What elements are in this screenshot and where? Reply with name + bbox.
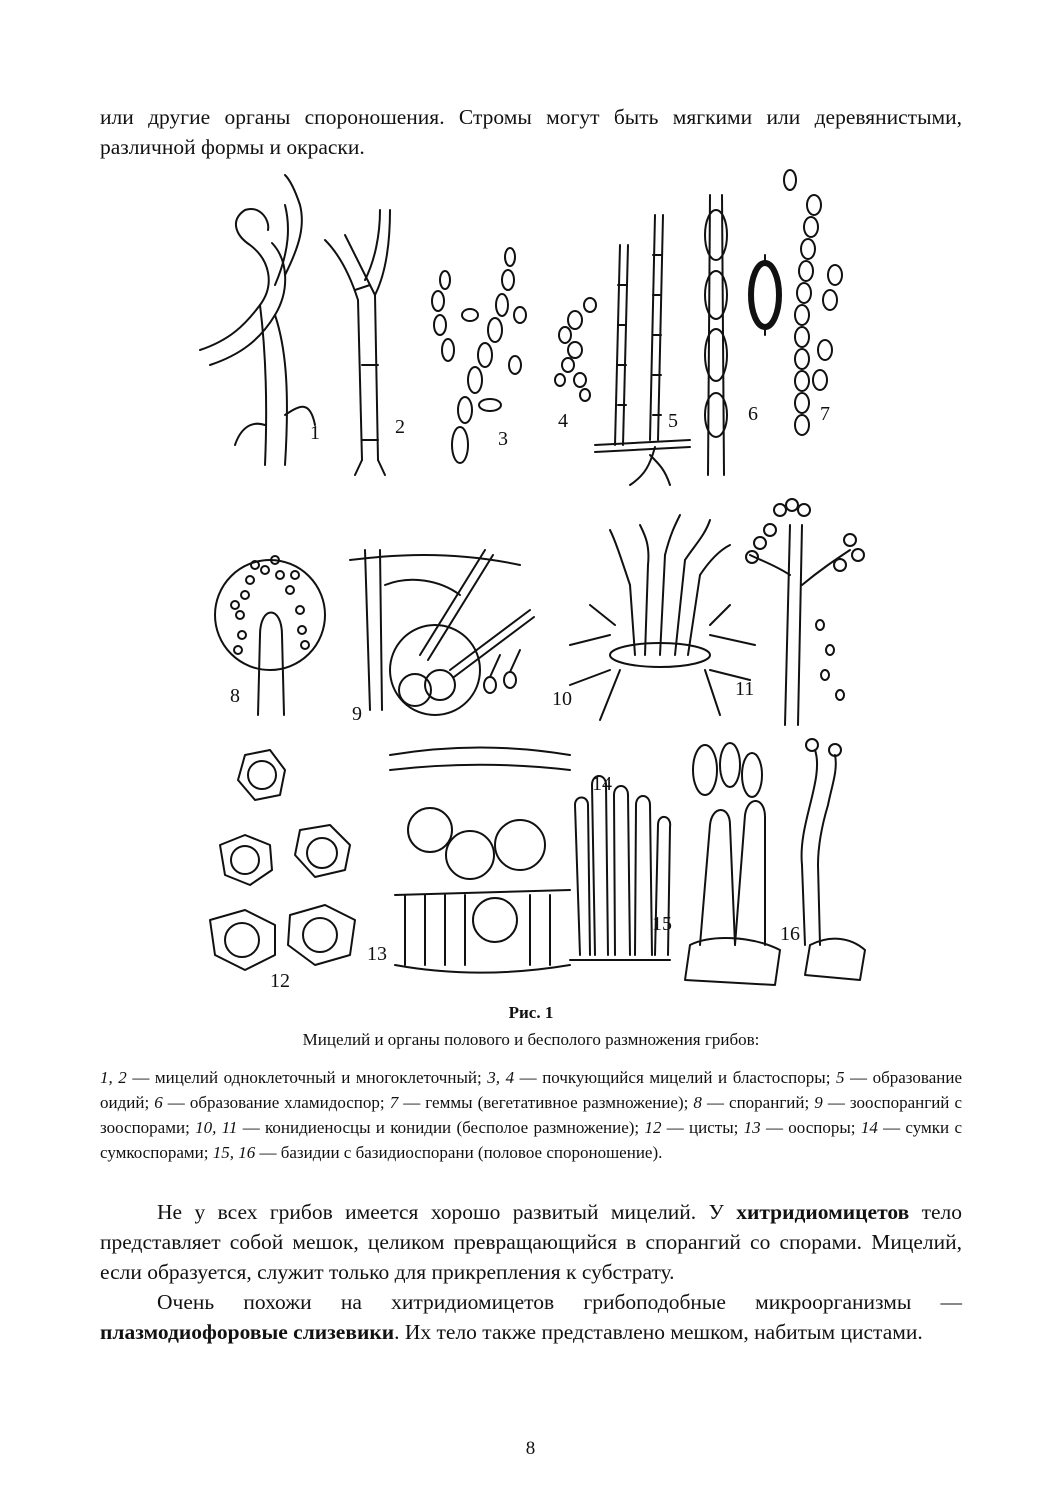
legend-text: — мицелий одноклеточный и многоклеточный; — [126, 1068, 488, 1087]
paragraph-text: . Их тело также представлено мешком, набитым цистами. — [394, 1320, 923, 1344]
drawing-3-budding-mycelium — [432, 248, 526, 463]
fig-label-11: 11 — [735, 678, 755, 700]
figure-illustration — [190, 165, 880, 1005]
drawing-7-gemmae — [784, 170, 842, 435]
bold-term: хитридиомицетов — [736, 1200, 910, 1224]
fig-label-12: 12 — [270, 970, 290, 992]
legend-nums: 7 — [389, 1093, 399, 1112]
fig-label-2: 2 — [395, 416, 405, 438]
fig-label-14: 14 — [592, 773, 612, 795]
legend-text: — сумки с сумкоспорами; — [100, 1118, 962, 1162]
top-paragraph — [100, 102, 962, 162]
fig-label-16: 16 — [780, 923, 800, 945]
legend-text: — цисты; — [661, 1118, 744, 1137]
drawing-12-cysts — [210, 750, 355, 970]
legend-nums: 6 — [154, 1093, 163, 1112]
legend-nums: 5 — [836, 1068, 845, 1087]
legend-text: — конидиеносцы и конидии (бесполое размножение); — [237, 1118, 645, 1137]
paragraph-text: Очень похожи на хитридиомицетов грибоподобные микроорганизмы — — [157, 1290, 962, 1314]
fig-label-4: 4 — [558, 410, 568, 432]
paragraph-plasmodiophora — [100, 1287, 962, 1347]
drawing-2-mycelium — [325, 210, 390, 475]
body-text — [100, 1197, 962, 1347]
fig-label-9: 9 — [352, 703, 362, 725]
legend-nums: 12 — [644, 1118, 662, 1137]
legend-nums: 13 — [743, 1118, 761, 1137]
page-number: 8 — [525, 1438, 536, 1459]
legend-nums: 14 — [860, 1118, 878, 1137]
legend-text: — зооспорангий с зооспорами; — [100, 1093, 962, 1137]
legend-nums: 3, 4 — [487, 1068, 515, 1087]
fig-label-6: 6 — [748, 403, 758, 425]
fig-label-13: 13 — [367, 943, 387, 965]
drawing-9-zoosporangium — [350, 550, 534, 715]
legend-text: — образование оидий; — [100, 1068, 963, 1112]
drawing-4-blastospores — [555, 298, 596, 401]
fig-label-10: 10 — [552, 688, 572, 710]
top-paragraph-text: или другие органы спороношения. Стромы могут быть мягкими или деревянистыми, различной формы и окраски. — [100, 105, 962, 159]
figure-legend — [100, 1065, 962, 1165]
fig-label-8: 8 — [230, 685, 240, 707]
fig-label-1: 1 — [310, 422, 320, 444]
legend-nums: 8 — [693, 1093, 702, 1112]
figure-caption-subtitle: Мицелий и органы полового и бесполого размножения грибов: — [302, 1030, 760, 1049]
drawing-10-conidiophores — [570, 515, 755, 720]
paragraph-chytridiomycetes — [100, 1197, 962, 1287]
bold-term: плазмодиофоровые слизевики — [100, 1320, 395, 1344]
legend-text: — геммы (вегетативное размножение); — [398, 1093, 694, 1112]
fig-label-3: 3 — [498, 428, 508, 450]
fungi-drawings — [190, 165, 880, 1005]
legend-nums: 10, 11 — [195, 1118, 238, 1137]
drawing-13-oospores — [390, 748, 570, 973]
legend-nums: 9 — [814, 1093, 823, 1112]
legend-text: — спорангий; — [701, 1093, 815, 1112]
legend-text: — почкующийся мицелий и бластоспоры; — [514, 1068, 836, 1087]
paragraph-text: Не у всех грибов имеется хорошо развитый мицелий. У — [157, 1200, 737, 1224]
drawing-16-basidia — [685, 739, 865, 985]
legend-text: — базидии с базидиоспорани (половое спороношение). — [255, 1143, 663, 1162]
paragraph-text: тело представляет собой мешок, целиком превращающийся в спорангий со спорами. Мицелий, если образуется, служит только для прикрепления к субстрату. — [100, 1200, 963, 1284]
drawing-1-mycelium — [200, 175, 315, 465]
legend-text: — ооспоры; — [760, 1118, 861, 1137]
drawing-6-chlamydospores — [705, 195, 779, 475]
legend-nums: 1, 2 — [100, 1068, 127, 1087]
fig-label-15: 15 — [652, 913, 672, 935]
drawing-5-oidia — [595, 215, 690, 485]
figure-caption-title: Рис. 1 — [508, 1003, 554, 1022]
legend-nums: 15, 16 — [212, 1143, 256, 1162]
fig-label-7: 7 — [820, 403, 830, 425]
drawing-11-conidia — [746, 499, 864, 725]
fig-label-5: 5 — [668, 410, 678, 432]
legend-text: — образование хламидоспор; — [162, 1093, 390, 1112]
